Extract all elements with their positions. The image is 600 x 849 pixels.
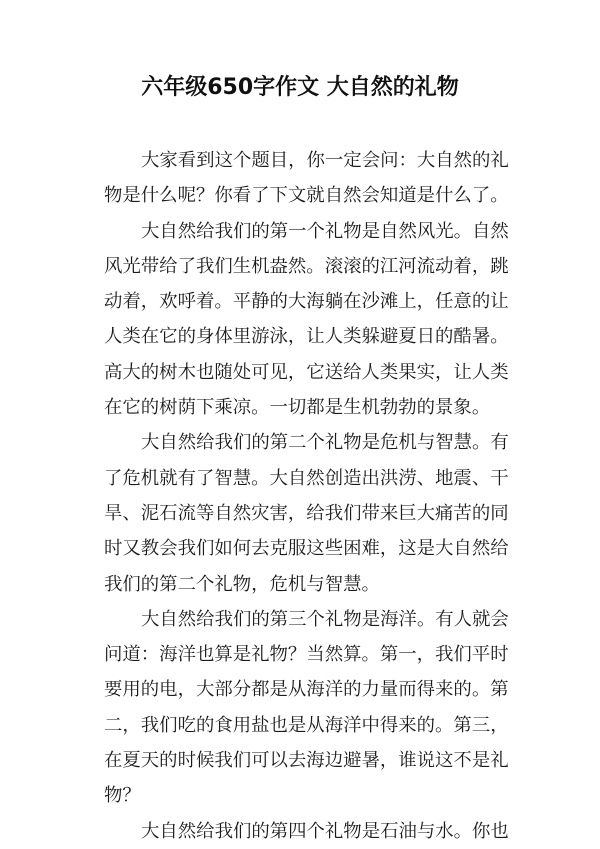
paragraph-1 <box>104 143 509 214</box>
text-line: 在它的树荫下乘凉。一切都是生机勃勃的景象。 <box>104 397 491 419</box>
text-line: 了危机就有了智慧。大自然创造出洪涝、地震、干 <box>104 467 509 489</box>
text-line: 高大的树木也随处可见，它送给人类果实，让人类 <box>104 361 509 383</box>
text-line: 物？ <box>104 785 141 807</box>
text-line: 大自然给我们的第一个礼物是自然风光。自然 <box>141 220 509 242</box>
text-line: 风光带给了我们生机盎然。滚滚的江河流动着，跳 <box>104 255 509 277</box>
article-body <box>104 143 509 849</box>
text-line: 在夏天的时候我们可以去海边避暑，谁说这不是礼 <box>104 750 509 772</box>
text-line: 动着，欢呼着。平静的大海躺在沙滩上，任意的让 <box>104 291 509 313</box>
paragraph-3 <box>104 425 509 601</box>
paragraph-4 <box>104 602 509 814</box>
paragraph-2 <box>104 214 509 426</box>
text-line: 大自然给我们的第四个礼物是石油与水。你也 <box>141 820 509 842</box>
text-line: 问道：海洋也算是礼物？当然算。第一，我们平时 <box>104 644 509 666</box>
text-line: 旱、泥石流等自然灾害，给我们带来巨大痛苦的同 <box>104 502 509 524</box>
text-line: 时又教会我们如何去克服这些困难，这是大自然给 <box>104 538 509 560</box>
paragraph-5 <box>104 814 509 849</box>
text-line: 大自然给我们的第二个礼物是危机与智慧。有 <box>141 432 509 454</box>
text-line: 二，我们吃的食用盐也是从海洋中得来的。第三， <box>104 714 509 736</box>
text-line: 人类在它的身体里游泳，让人类躲避夏日的酷暑。 <box>104 326 509 348</box>
text-line: 物是什么呢？你看了下文就自然会知道是什么了。 <box>104 185 509 207</box>
text-line: 大自然给我们的第三个礼物是海洋。有人就会 <box>141 608 509 630</box>
document-title: 六年级650字作文 大自然的礼物 <box>141 75 459 100</box>
text-line: 我们的第二个礼物，危机与智慧。 <box>104 573 380 595</box>
text-line: 大家看到这个题目，你一定会问：大自然的礼 <box>141 150 509 171</box>
text-line: 要用的电，大部分都是从海洋的力量而得来的。第 <box>104 679 509 701</box>
